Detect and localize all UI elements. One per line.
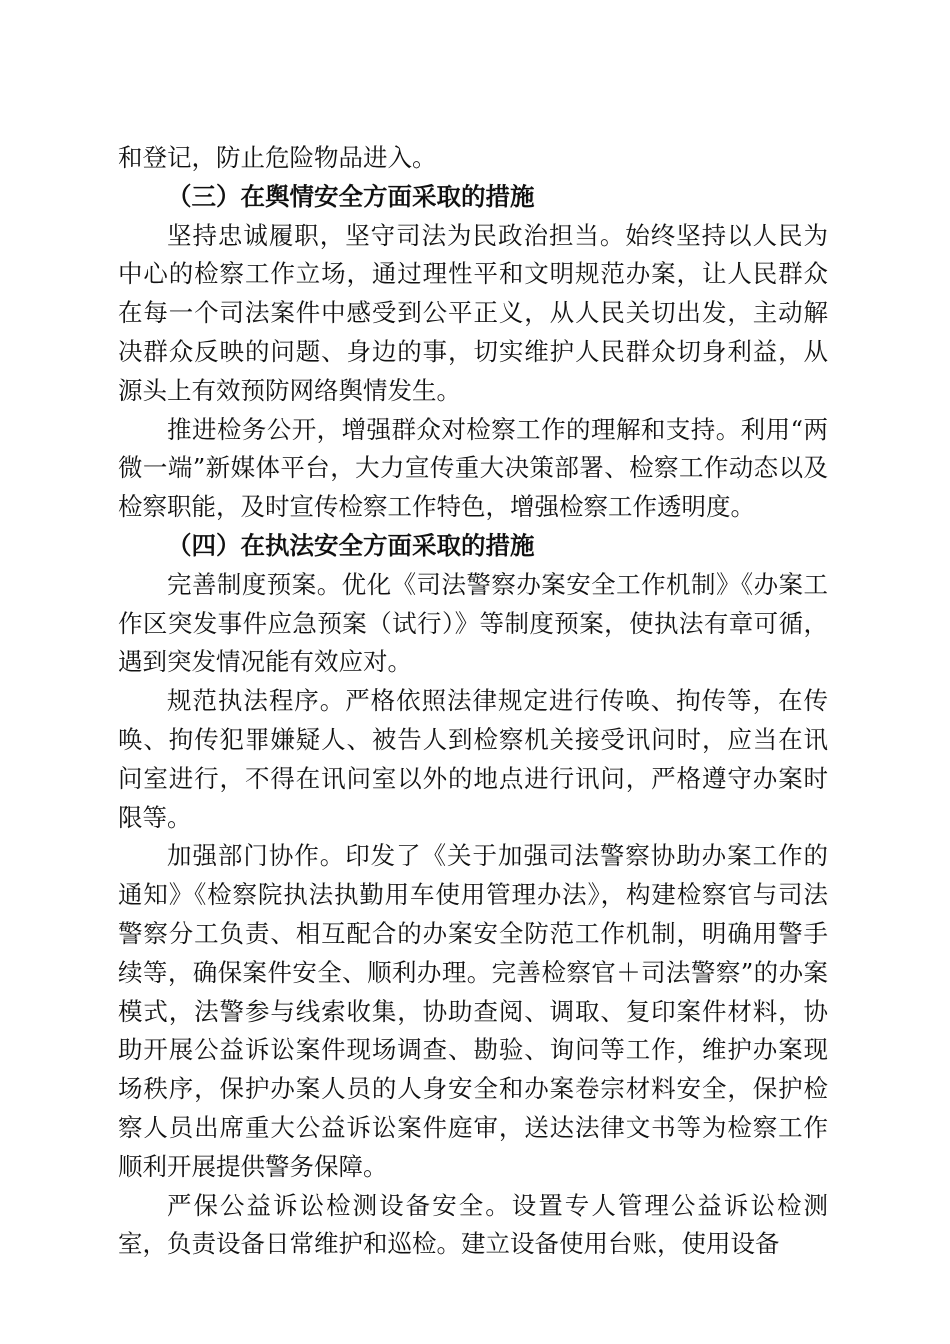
- paragraph-public-opinion-2: 推进检务公开，增强群众对检察工作的理解和支持。利用“两微一端”新媒体平台，大力宣传重大决策部署、检察工作动态以及检察职能，及时宣传检察工作特色，增强检察工作透明度。: [118, 414, 828, 522]
- paragraph-law-enforcement-4: 严保公益诉讼检测设备安全。设置专人管理公益诉讼检测室，负责设备日常维护和巡检。建立设备使用台账，使用设备: [118, 1190, 828, 1259]
- section-heading-4: （四）在执法安全方面采取的措施: [167, 530, 535, 560]
- paragraph-law-enforcement-3: 加强部门协作。印发了《关于加强司法警察协助办案工作的通知》《检察院执法执勤用车使用管理办法》，构建检察官与司法警察分工负责、相互配合的办案安全防范工作机制，明确用警手续等，确保案件安全、顺利办理。完善检察官＋司法警察”的办案模式，法警参与线索收集，协助查阅、调取、复印案件材料，协助开展公益诉讼案件现场调查、勘验、询问等工作，维护办案现场秩序，保护办案人员的人身安全和办案卷宗材料安全，保护检察人员出席重大公益诉讼案件庭审，送达法律文书等为检察工作顺利开展提供警务保障。: [118, 841, 828, 1181]
- paragraph-continuation: 和登记，防止危险物品进入。: [118, 143, 437, 172]
- section-heading-3: （三）在舆情安全方面采取的措施: [167, 181, 535, 211]
- document-body: [118, 139, 828, 1264]
- paragraph-law-enforcement-1: 完善制度预案。优化《司法警察办案安全工作机制》《办案工作区突发事件应急预案（试行）》等制度预案，使执法有章可循，遇到突发情况能有效应对。: [118, 569, 828, 677]
- paragraph-public-opinion-1: 坚持忠诚履职，坚守司法为民政治担当。始终坚持以人民为中心的检察工作立场，通过理性平和文明规范办案，让人民群众在每一个司法案件中感受到公平正义，从人民关切出发，主动解决群众反映的问题、身边的事，切实维护人民群众切身利益，从源头上有效预防网络舆情发生。: [118, 220, 828, 405]
- paragraph-law-enforcement-2: 规范执法程序。严格依照法律规定进行传唤、拘传等，在传唤、拘传犯罪嫌疑人、被告人到检察机关接受讯问时，应当在讯问室进行，不得在讯问室以外的地点进行讯问，严格遵守办案时限等。: [118, 686, 828, 832]
